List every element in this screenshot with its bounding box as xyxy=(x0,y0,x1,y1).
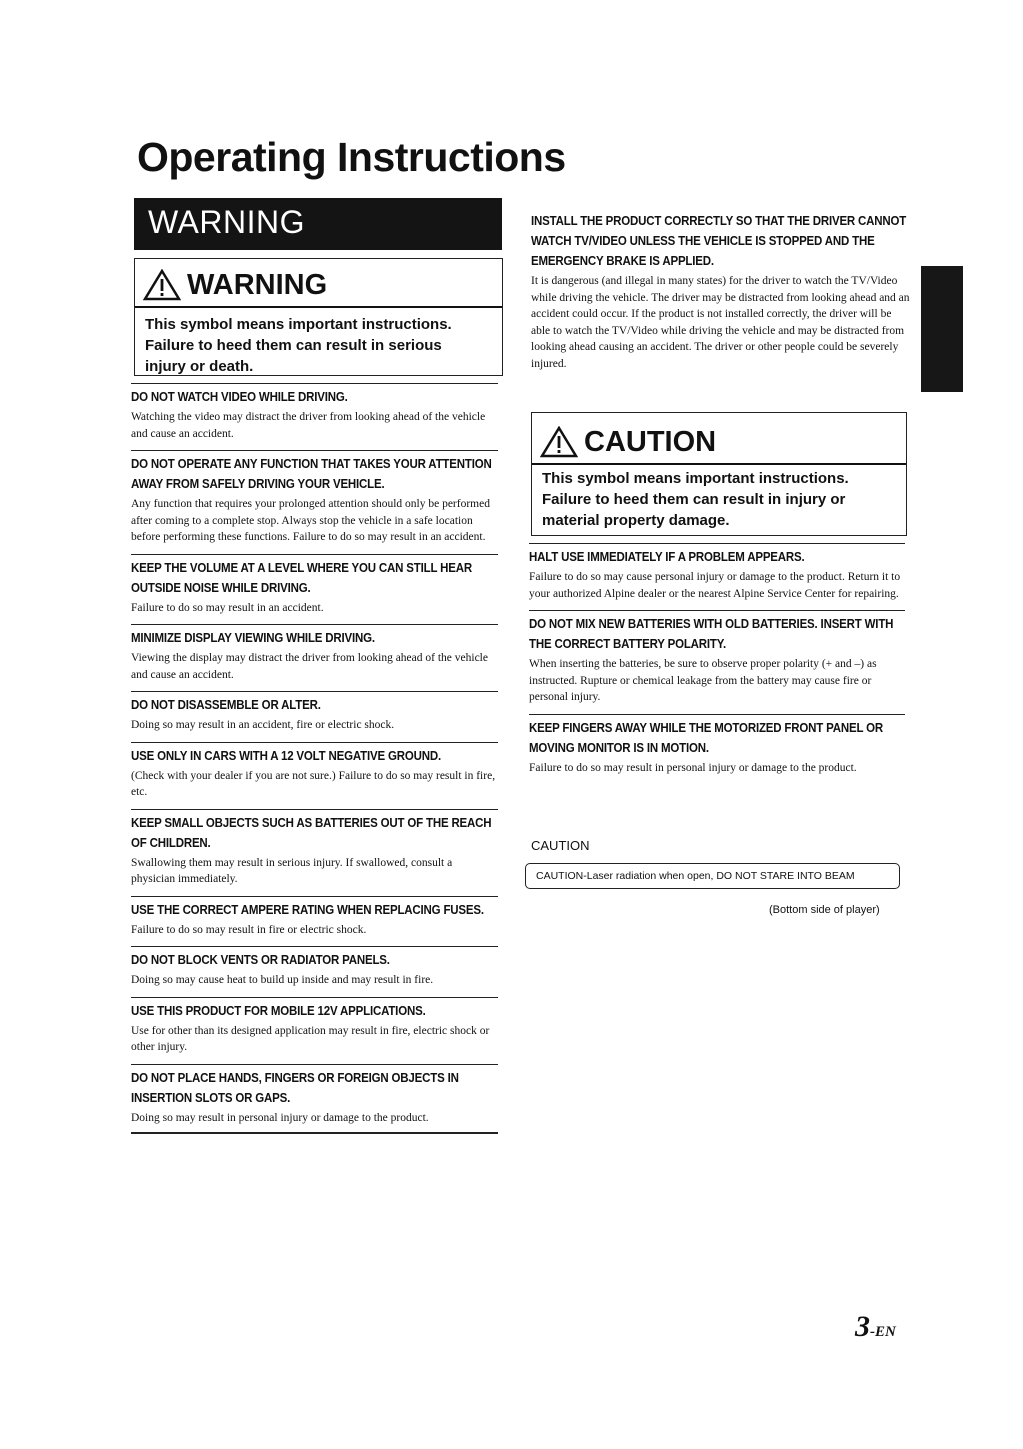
list-item xyxy=(131,450,498,546)
item-heading: KEEP THE VOLUME AT A LEVEL WHERE YOU CAN STILL HEAR OUTSIDE NOISE WHILE DRIVING. xyxy=(131,560,472,595)
item-body: Swallowing them may result in serious injury. If swallowed, consult a physician immediately. xyxy=(131,856,453,885)
item-body: When inserting the batteries, be sure to observe proper polarity (+ and –) as instructed. Rupture or chemical leakage from the battery may cause fire or personal injury. xyxy=(529,658,877,703)
list-item xyxy=(531,211,911,372)
item-heading: KEEP FINGERS AWAY WHILE THE MOTORIZED FRONT PANEL OR MOVING MONITOR IS IN MOTION. xyxy=(529,720,883,755)
item-heading: DO NOT OPERATE ANY FUNCTION THAT TAKES YOUR ATTENTION AWAY FROM SAFELY DRIVING YOUR VEHICLE. xyxy=(131,457,492,491)
page-number-value: 3 xyxy=(855,1310,870,1343)
caution-notice-title: CAUTION xyxy=(584,425,717,458)
item-body: Any function that requires your prolonged attention should only be performed after coming to a complete stop. Always stop the vehicle in a safe location before performing these functions. Failure to do so may result in an accident. xyxy=(131,498,490,543)
list-item xyxy=(131,809,498,888)
item-body: Failure to do so may result in an accident. xyxy=(131,601,324,614)
item-heading: USE THE CORRECT AMPERE RATING WHEN REPLACING FUSES. xyxy=(131,902,484,917)
caution-notice-text: This symbol means important instructions. Failure to heed them can result in injury or material property damage. xyxy=(542,470,849,529)
warning-notice-title: WARNING xyxy=(187,268,328,301)
list-item xyxy=(131,997,498,1056)
list-item xyxy=(529,610,905,706)
laser-caution-box: CAUTION-Laser radiation when open, DO NOT STARE INTO BEAM xyxy=(525,863,900,889)
list-item xyxy=(529,543,905,602)
item-body: Doing so may result in personal injury or damage to the product. xyxy=(131,1111,429,1124)
list-item xyxy=(131,742,498,801)
item-heading: DO NOT BLOCK VENTS OR RADIATOR PANELS. xyxy=(131,953,390,967)
list-item xyxy=(131,896,498,939)
page-number-suffix: -EN xyxy=(870,1324,896,1340)
item-heading: KEEP SMALL OBJECTS SUCH AS BATTERIES OUT OF THE REACH OF CHILDREN. xyxy=(131,815,492,850)
item-heading: USE ONLY IN CARS WITH A 12 VOLT NEGATIVE GROUND. xyxy=(131,748,442,763)
section-tab-marker xyxy=(921,266,963,392)
left-column xyxy=(131,383,498,1134)
item-body: Watching the video may distract the driver from looking ahead of the vehicle and cause an accident. xyxy=(131,411,486,440)
item-body: Viewing the display may distract the driver from looking ahead of the vehicle and cause an accident. xyxy=(131,652,488,681)
item-heading: HALT USE IMMEDIATELY IF A PROBLEM APPEARS. xyxy=(529,550,805,564)
item-heading: MINIMIZE DISPLAY VIEWING WHILE DRIVING. xyxy=(131,631,375,645)
right-column-bottom xyxy=(529,543,905,776)
warning-notice-text: This symbol means important instructions. Failure to heed them can result in serious injury or death. xyxy=(145,316,452,375)
item-body: Failure to do so may result in fire or electric shock. xyxy=(131,923,367,936)
item-body: Use for other than its designed application may result in fire, electric shock or other injury. xyxy=(131,1024,490,1053)
warning-banner: WARNING xyxy=(134,198,502,250)
item-body: (Check with your dealer if you are not sure.) Failure to do so may result in fire, etc. xyxy=(131,769,496,798)
list-item xyxy=(131,554,498,617)
warning-notice-heading xyxy=(135,259,502,303)
right-column-top xyxy=(531,211,911,372)
list-item xyxy=(131,383,498,442)
list-item xyxy=(131,691,498,734)
caution-notice-box xyxy=(531,412,907,536)
list-item xyxy=(131,624,498,683)
item-body: It is dangerous (and illegal in many states) for the driver to watch the TV/Video while driving the vehicle. The driver may be distracted from looking ahead and an accident could occur. If the product is not installed correctly, the driver will be able to watch the TV/Video while driving the vehicle and may be distracted from looking ahead causing an accident. The driver or other people could be severely injured. xyxy=(531,275,910,370)
caution-notice-heading xyxy=(532,413,906,461)
item-heading: DO NOT PLACE HANDS, FINGERS OR FOREIGN OBJECTS IN INSERTION SLOTS OR GAPS. xyxy=(131,1070,459,1105)
list-item xyxy=(529,714,905,777)
item-body: Doing so may cause heat to build up inside and may result in fire. xyxy=(131,974,434,986)
page-title: Operating Instructions xyxy=(137,134,566,180)
item-heading: INSTALL THE PRODUCT CORRECTLY SO THAT THE DRIVER CANNOT WATCH TV/VIDEO UNLESS THE VEHICLE IS STOPPED AND THE EMERGENCY BRAKE IS APPLIED. xyxy=(531,214,907,268)
left-column-end-rule xyxy=(131,1132,498,1134)
laser-location-note: (Bottom side of player) xyxy=(769,904,880,916)
item-heading: DO NOT DISASSEMBLE OR ALTER. xyxy=(131,698,321,712)
laser-caution-label: CAUTION xyxy=(531,838,590,853)
warning-triangle-icon xyxy=(143,269,181,301)
page-number xyxy=(855,1310,896,1344)
item-heading: DO NOT WATCH VIDEO WHILE DRIVING. xyxy=(131,390,348,404)
item-heading: USE THIS PRODUCT FOR MOBILE 12V APPLICATIONS. xyxy=(131,1003,426,1018)
item-heading: DO NOT MIX NEW BATTERIES WITH OLD BATTERIES. INSERT WITH THE CORRECT BATTERY POLARITY. xyxy=(529,617,894,651)
list-item xyxy=(131,1064,498,1127)
item-body: Failure to do so may cause personal injury or damage to the product. Return it to your authorized Alpine dealer or the nearest Alpine Service Center for repairing. xyxy=(529,571,901,600)
list-item xyxy=(131,946,498,989)
item-body: Failure to do so may result in personal injury or damage to the product. xyxy=(529,761,857,774)
caution-triangle-icon xyxy=(540,426,578,458)
warning-notice-box xyxy=(134,258,503,376)
item-body: Doing so may result in an accident, fire or electric shock. xyxy=(131,719,395,731)
